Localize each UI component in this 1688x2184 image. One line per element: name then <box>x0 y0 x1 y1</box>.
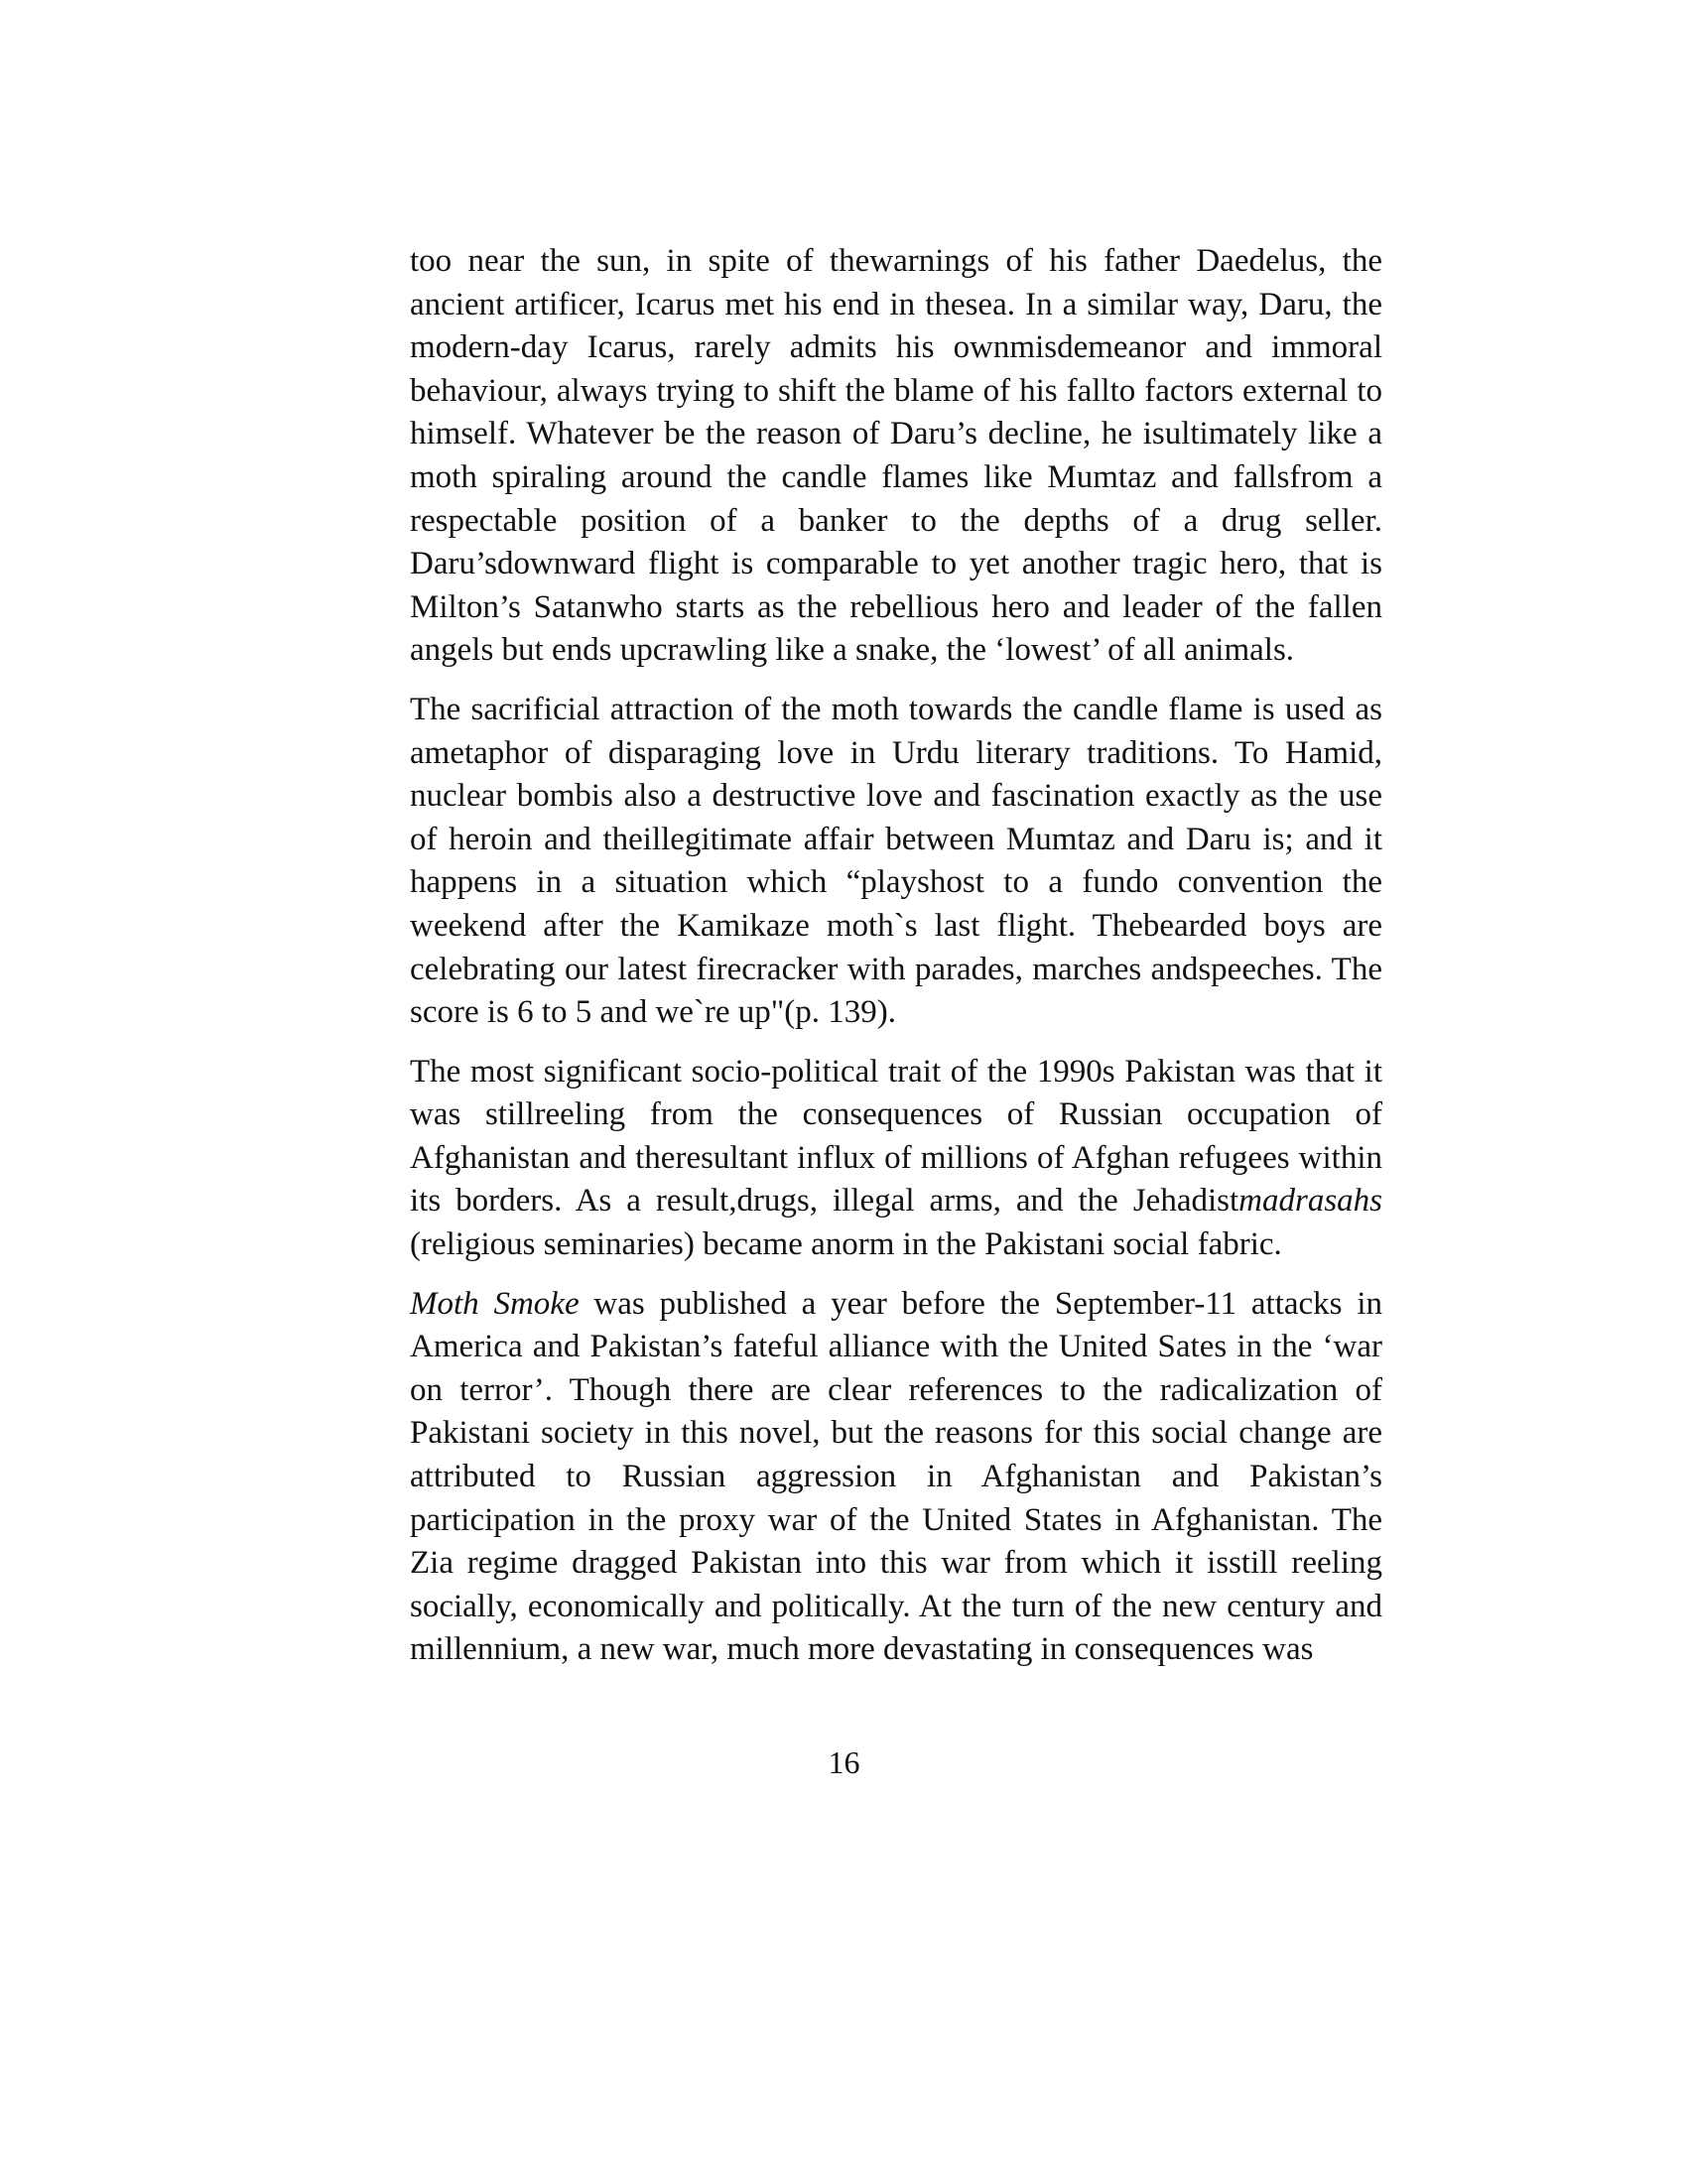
paragraph-2 <box>410 689 1382 1035</box>
paragraph-3 <box>410 1051 1382 1267</box>
paragraph-4 <box>410 1283 1382 1672</box>
document-body <box>410 240 1382 1688</box>
paragraph-text: (religious seminaries) became anorm in the Pakistani social fabric. <box>410 1226 1282 1263</box>
italic-term-madrasahs: madrasahs <box>1238 1183 1382 1220</box>
paragraph-text: The sacrificial attraction of the moth towards the candle flame is used as ametaphor of disparaging love in Urdu literary traditions. To Hamid, nuclear bombis also a destructive love and fascination exactly as the use of heroin and theillegitimate affair between Mumtaz and Daru is; and it happens in a situation which “playshost to a fundo convention the weekend after the Kamikaze moth`s last flight. Thebearded boys are celebrating our latest firecracker with parades, marches andspeeches. The score is 6 to 5 and we`re up"(p. 139). <box>410 691 1382 1031</box>
page-number: 16 <box>828 1744 860 1780</box>
paragraph-1 <box>410 240 1382 673</box>
italic-title-moth-smoke: Moth Smoke <box>410 1285 580 1322</box>
paragraph-text: was published a year before the September-11 attacks in America and Pakistan’s fateful alliance with the United Sates in the ‘war on terror’. Though there are clear references to the radicalization of Pakistani society in this novel, but the reasons for this social change are attributed to Russian aggression in Afghanistan and Pakistan’s participation in the proxy war of the United States in Afghanistan. The Zia regime dragged Pakistan into this war from which it isstill reeling socially, economically and politically. At the turn of the new century and millennium, a new war, much more devastating in consequences was <box>410 1285 1382 1668</box>
paragraph-text: too near the sun, in spite of thewarnings of his father Daedelus, the ancient artificer, Icarus met his end in thesea. In a similar way, Daru, the modern-day Icarus, rarely admits his ownmisdemeanor and immoral behaviour, always trying to shift the blame of his fallto factors external to himself. Whatever be the reason of Daru’s decline, he isultimately like a moth spiraling around the candle flames like Mumtaz and fallsfrom a respectable position of a banker to the depths of a drug seller. Daru’sdownward flight is comparable to yet another tragic hero, that is Milton’s Satanwho starts as the rebellious hero and leader of the fallen angels but ends upcrawling like a snake, the ‘lowest’ of all animals. <box>410 243 1382 669</box>
paragraph-text: The most significant socio-political trait of the 1990s Pakistan was that it was stillreeling from the consequences of Russian occupation of Afghanistan and theresultant influx of millions of Afghan refugees within its borders. As a result,drugs, illegal arms, and the Jehadist <box>410 1053 1382 1220</box>
